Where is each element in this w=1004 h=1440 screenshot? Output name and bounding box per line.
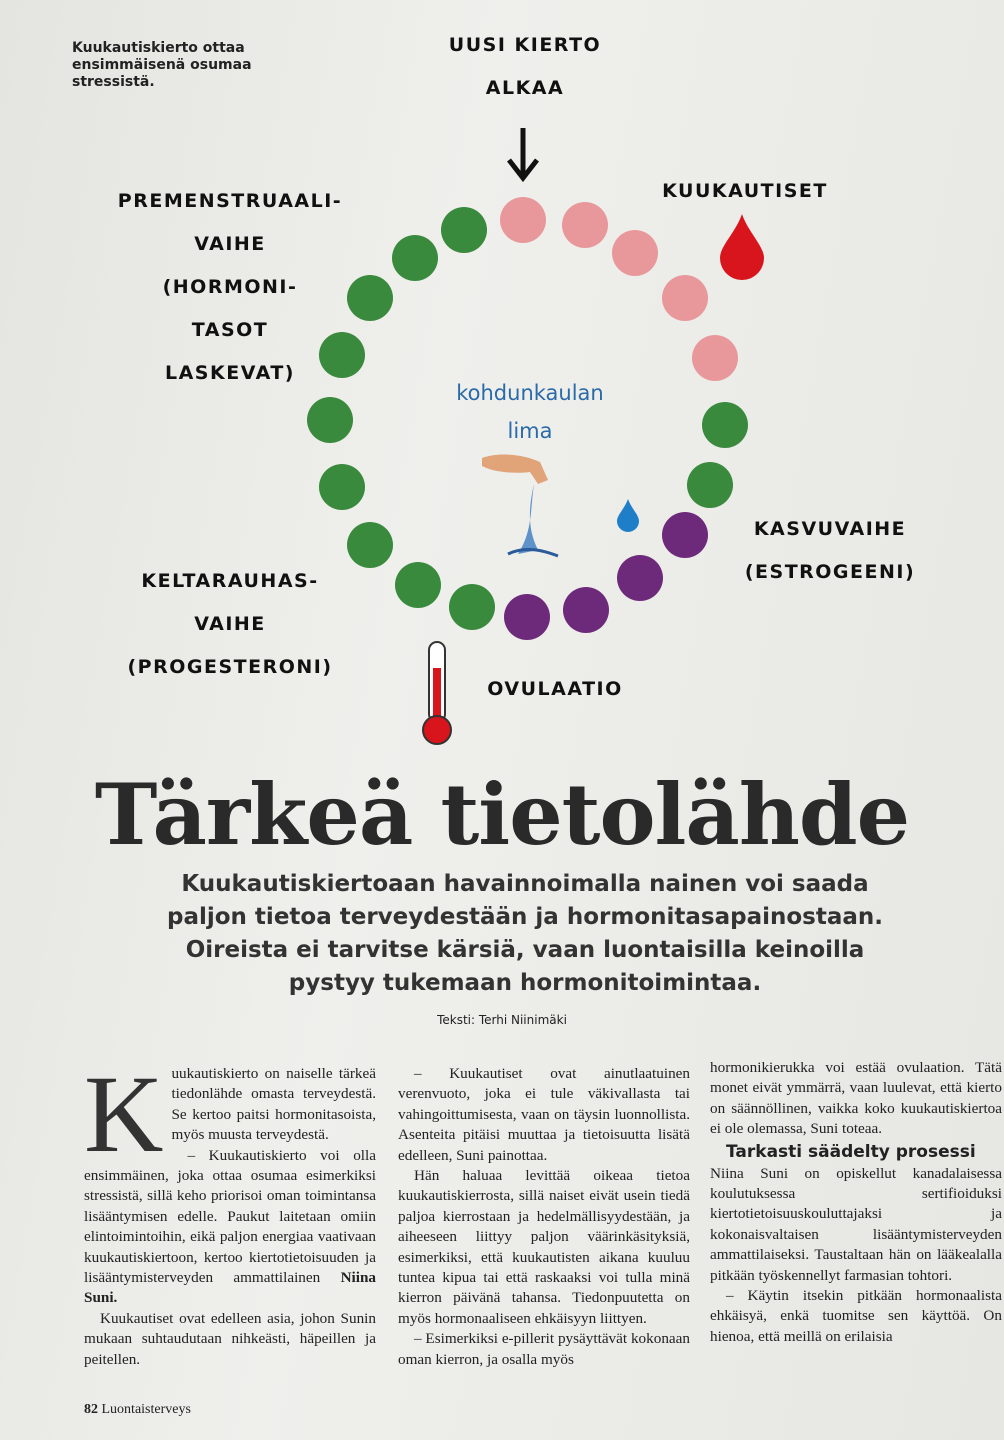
cycle-dot-purple [617, 555, 663, 601]
cycle-dot-green [449, 584, 495, 630]
blood-drop-icon [718, 212, 766, 280]
page-number: 82 [84, 1402, 98, 1417]
cycle-dot-green [687, 462, 733, 508]
paragraph: Kuukautiset ovat edelleen asia, johon Sunin mukaan suhtaudutaan nihkeästi, häpeillen ja peitellen. [84, 1309, 376, 1368]
column-2 [398, 1064, 690, 1370]
cycle-dot-menstrual [500, 197, 546, 243]
page-footer [84, 1402, 191, 1418]
paragraph: uukautiskierto on naiselle tärkeä tiedonlähde omasta terveydestä. Se kertoo paitsi hormonitasoista, myös muusta terveydestä. [171, 1065, 376, 1144]
cycle-dot-green [347, 522, 393, 568]
label-cervical-mucus: kohdunkaulan lima [456, 381, 604, 443]
cycle-dot-green [319, 464, 365, 510]
label-premenstrual: PREMENSTRUAALI- VAIHE (HORMONI- TASOT LASKEVAT) [117, 190, 343, 384]
cycle-dot-purple [563, 587, 609, 633]
cycle-dot-menstrual [692, 335, 738, 381]
cycle-dot-green [441, 207, 487, 253]
headline: Tärkeä tietolähde [94, 765, 910, 864]
paragraph: – Esimerkiksi e-pillerit pysäyttävät kokonaan oman kierron, ja osalla myös [398, 1330, 690, 1368]
label-menstruation: KUUKAUTISET [662, 180, 828, 202]
cycle-dot-menstrual [562, 202, 608, 248]
hand-mucus-icon [478, 450, 578, 565]
thermometer-icon [416, 638, 458, 748]
lead-paragraph: Kuukautiskiertoaan havainnoimalla nainen voi saada paljon tietoa terveydestään ja hormonitasapainostaan. Oireista ei tarvitse kärsiä, vaan luontaisilla keinoilla pystyy tukemaan hormonitoimintaa. [167, 871, 883, 996]
cycle-dot-green [319, 332, 365, 378]
subheading: Tarkasti säädelty prosessi [726, 1141, 976, 1162]
paragraph: Hän haluaa levittää oikeaa tietoa kuukautiskierrosta, sillä naiset eivät usein tiedä paljoa kierrostaan ja hedelmällisyydestään, ja aiheeseen liittyy paljon väärinkäsityksiä, esimerkiksi, että kuukautisten aikana kuuluu tuntea kipua tai että raskaaksi voi tulla minä kierron päivänä tahansa. Tiedonpuutetta on myös hormonaaliseen ehkäisyyn liittyen. [398, 1167, 690, 1327]
paragraph: Niina Suni on opiskellut kanadalaisessa koulutuksessa sertifioiduksi kiertotietoisuuskouluttajaksi ja kokonaisvaltaisen lisääntymisterveyden ammattilaiseksi. Taustaltaan hän on lääkealalla pitkään työskennellyt farmasian tohtori. [710, 1164, 1002, 1284]
paragraph-text: – Kuukautiskierto voi olla ensimmäinen, joka ottaa osumaa esimerkiksi stressistä, sillä keho priorisoi oman toimintansa lisääntymisen edelle. Paukut laitetaan omiin elintoimintoihin, eikä paljon energiaa vaativaan kuukautiskiertoon, kertoo kiertotietoisuuden ja lisääntymisterveyden ammattilainen [84, 1146, 376, 1287]
cycle-dot-menstrual [612, 230, 658, 276]
cycle-dot-menstrual [662, 275, 708, 321]
cycle-dot-green [347, 275, 393, 321]
cycle-dot-green [395, 562, 441, 608]
cycle-dot-green [307, 397, 353, 443]
intro-note: Kuukautiskierto ottaa ensimmäisenä osumaa stressistä. [72, 40, 252, 90]
cycle-dot-purple [504, 594, 550, 640]
magazine-name: Luontaisterveys [101, 1402, 191, 1417]
cycle-dot-green [702, 402, 748, 448]
paragraph: hormonikierukka voi estää ovulaation. Tätä monet eivät ymmärrä, vaan luulevat, että kierto on säännöllinen, vaikka koko kuukautiskiertoa ei ole olemassa, Suni toteaa. [710, 1059, 1002, 1138]
paragraph [84, 1146, 376, 1309]
expert-name: Niina Suni. [84, 1269, 377, 1307]
arrow-down-icon [503, 126, 543, 184]
paragraph: – Käytin itsekin pitkään hormonaalista ehkäisyä, enkä tuomitse sen käyttöä. On hienoa, että meillä on erilaisia [710, 1287, 1002, 1345]
cycle-dot-purple [662, 512, 708, 558]
cycle-dot-green [392, 235, 438, 281]
label-luteal: KELTARAUHAS- VAIHE (PROGESTERONI) [127, 570, 333, 678]
drop-cap: K [84, 1053, 164, 1175]
paragraph: – Kuukautiset ovat ainutlaatuinen verenvuoto, joka ei tule väkivallasta tai vahingoittumisesta, vaan on täysin luonnollista. Asenteita pitäisi muuttaa ja tietoisuutta lisätä edelleen, Suni painottaa. [398, 1065, 690, 1164]
label-new-cycle: UUSI KIERTO ALKAA [448, 34, 602, 99]
column-3 [710, 1058, 1002, 1347]
byline: Teksti: Terhi Niinimäki [437, 1013, 567, 1027]
label-ovulation: OVULAATIO [487, 678, 623, 700]
water-drop-icon [616, 498, 640, 532]
label-follicular: KASVUVAIHE (ESTROGEENI) [744, 518, 916, 583]
column-1 [84, 1053, 377, 1370]
